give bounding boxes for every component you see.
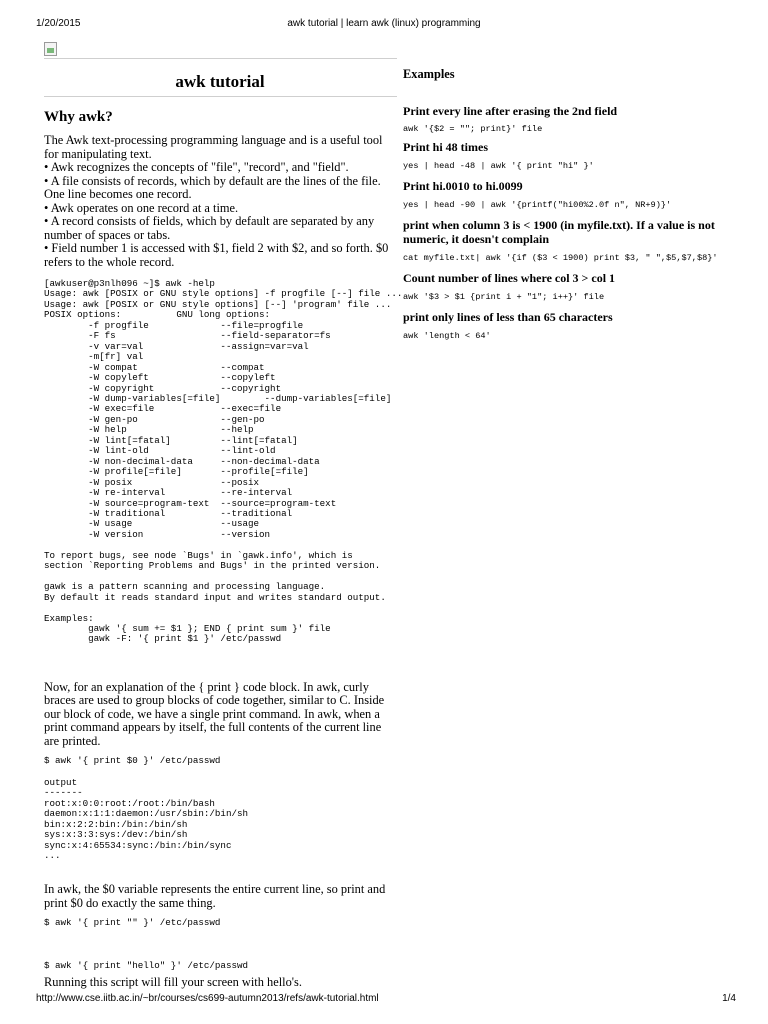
command-print-dollar0: $ awk '{ print $0 }' /etc/passwd xyxy=(44,755,221,767)
hello-paragraph: Running this script will fill your screen with hello's. xyxy=(44,975,302,990)
page-heading: awk tutorial xyxy=(175,72,265,91)
example-heading: Print hi.0010 to hi.0099 xyxy=(403,179,523,193)
broken-image-icon xyxy=(44,42,57,56)
print-page-title: awk tutorial | learn awk (linux) programming xyxy=(287,18,481,29)
bullet-item: • Awk recognizes the concepts of "file", "record", and "field". xyxy=(44,160,349,174)
bullet-item: • Awk operates on one record at a time. xyxy=(44,200,239,215)
dollar0-paragraph: In awk, the $0 variable represents the entire current line, so print and print $0 do exactly the same thing. xyxy=(44,882,386,910)
intro-paragraph: The Awk text-processing programming language and is a useful tool for manipulating text. xyxy=(44,133,383,161)
examples-sidebar xyxy=(403,60,743,341)
bullet-item: • Field number 1 is accessed with $1, field 2 with $2, and so forth. $0 refers to the whole record. xyxy=(44,241,389,269)
example-code: cat myfile.txt| awk '{if ($3 < 1900) print $3, " ",$5,$7,$8}' xyxy=(403,253,718,263)
page-number: 1/4 xyxy=(722,993,736,1004)
example-heading: print when column 3 is < 1900 (in myfile.txt). If a value is not numeric, it doesn't complain xyxy=(403,218,715,246)
main-column xyxy=(44,60,403,990)
command-print-empty: $ awk '{ print "" }' /etc/passwd xyxy=(44,917,221,929)
example-code: yes | head -90 | awk '{printf("hi00%2.0f n", NR+9)}' xyxy=(403,200,672,210)
example-code: awk 'length < 64' xyxy=(403,331,491,341)
bullet-item: • A file consists of records, which by default are the lines of the file. One line becomes one record. xyxy=(44,173,381,201)
print-date: 1/20/2015 xyxy=(36,18,81,29)
example-heading: Print hi 48 times xyxy=(403,140,488,154)
top-divider xyxy=(44,58,397,59)
example-code: awk '{$2 = ""; print}' file xyxy=(403,124,543,134)
example-code: yes | head -48 | awk '{ print "hi" }' xyxy=(403,161,594,171)
bullet-item: • A record consists of fields, which by default are separated by any number of spaces or tabs. xyxy=(44,214,375,242)
example-heading: Print every line after erasing the 2nd field xyxy=(403,104,618,118)
why-awk-heading: Why awk? xyxy=(44,109,113,125)
example-heading: Count number of lines where col 3 > col 1 xyxy=(403,271,616,285)
passwd-output-block: output ------- root:x:0:0:root:/root:/bin/bash daemon:x:1:1:daemon:/usr/sbin:/bin/sh bin:x:2:2:bin:/bin:/bin/sh sys:x:3:3:sys:/dev:/bin/sh sync:x:4:65534:sync:/bin:/bin/sync ... xyxy=(44,776,248,861)
command-print-hello: $ awk '{ print "hello" }' /etc/passwd xyxy=(44,959,248,971)
example-code: awk '$3 > $1 {print i + "1"; i++}' file xyxy=(403,292,605,302)
print-explanation-paragraph: Now, for an explanation of the { print } code block. In awk, curly braces are used to group blocks of code together, similar to C. Inside our block of code, we have a single print command. In awk, when a print command appears by itself, the full contents of the current line are printed. xyxy=(44,679,385,748)
awk-help-output: [awkuser@p3nlh096 ~]$ awk -help Usage: awk [POSIX or GNU style options] -f progfile [--] file ... Usage: awk [POSIX or GNU style options] [--] 'program' file ... POSIX options: GNU long options: -f progfile --file=progfile -F fs --field-separator=fs -v var=val --assign=var=val -m[fr] val -W compat --compat -W copyleft --copyleft -W copyright --copyright -W dump-variables[=file] --dump-variables[=file] -W exec=file --exec=file -W gen-po --gen-po -W help --help -W lint[=fatal] --lint[=fatal] -W lint-old --lint-old -W non-decimal-data --non-decimal-data -W profile[=file] --profile[=file] -W posix --posix -W re-interval --re-interval -W source=program-text --source=program-text -W traditional --traditional -W usage --usage -W version --version To report bugs, see node `Bugs' in `gawk.info', which is section `Reporting Problems and Bugs' in the printed version. gawk is a pattern scanning and processing language. By default it reads standard input and writes standard output. Examples: gawk '{ sum += $1 }; END { print sum }' file gawk -F: '{ print $1 }' /etc/passwd xyxy=(44,278,403,645)
examples-heading: Examples xyxy=(403,67,455,81)
source-url: http://www.cse.iitb.ac.in/~br/courses/cs699-autumn2013/refs/awk-tutorial.html xyxy=(36,993,379,1004)
example-heading: print only lines of less than 65 characters xyxy=(403,310,613,324)
